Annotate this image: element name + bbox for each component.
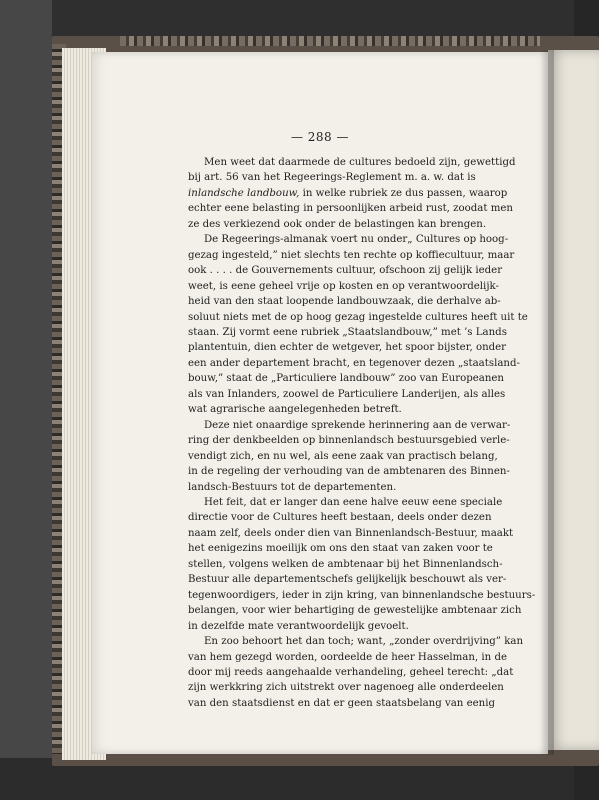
text-line: En zoo behoort het dan toch; want, „zonder overdrijving” kan [204,636,524,648]
text-line: in dezelfde mate verantwoordelijk gevoelt. [188,620,409,632]
text-line: zijn werkkring zich uitstrekt over nagenoeg alle onderdeelen [188,682,504,694]
text-line: landsch-Bestuurs tot de departementen. [188,481,397,493]
text-line: Het feit, dat er langer dan eene halve eeuw eene speciale [204,496,503,508]
page-text [188,155,536,711]
text-line: directie voor de Cultures heeft bestaan, deels onder dezen [188,512,492,524]
text-line: soluut niets met de op hoog gezag ingestelde cultures heeft uit te [188,311,528,323]
page-number: — 288 — [290,130,350,144]
text-line: stellen, volgens welken de ambtenaar bij het Binnenlandsch- [188,558,503,570]
text-line: van hem gezegd worden, oordeelde de heer Hasselman, in de [188,651,508,663]
text-line: gezag ingesteld,” niet slechts ten rechte op koffiecultuur, maar [188,249,515,261]
spine-shadow [540,50,554,755]
text-line: De Regeerings-almanak voert nu onder„ Cultures op hoog- [204,234,509,246]
cover-top-edge [120,36,540,46]
text-line: Men weet dat daarmede de cultures bedoeld zijn, gewettigd [204,157,516,168]
text-fragment: in welke rubriek ze dus passen, waarop [299,187,508,199]
text-line: Deze niet onaardige sprekende herinnering aan de verwar- [204,419,511,431]
text-line: vendigt zich, en nu wel, als eene zaak van practisch belang, [188,450,498,462]
text-line: tegenwoordigers, ieder in zijn kring, van binnenlandsche bestuurs- [188,589,536,601]
text-line: bij art. 56 van het Regeerings-Reglement m. a. w. dat is [188,172,476,184]
text-line: belangen, voor wier behartiging de gewestelijke ambtenaar zich [188,605,522,617]
text-line: plantentuin, dien echter de wetgever, het spoor bijster, onder [188,342,507,354]
text-line: in de regeling der verhouding van de ambtenaren des Binnen- [188,466,510,478]
text-line: Bestuur alle departementschefs gelijkelijk beschouwt als ver- [188,574,507,586]
text-line: van den staatsdienst en dat er geen staatsbelang van eenig [188,697,495,709]
text-line: het eenigezins moeilijk om ons den staat van zaken voor te [188,543,493,555]
next-page [548,50,599,750]
text-line: ring der denkbeelden op binnenlandsch bestuursgebied verle- [188,435,510,447]
text-line: bouw,” staat de „Particuliere landbouw” zoo van Europeanen [188,373,504,385]
text-line: staan. Zij vormt eene rubriek „Staatslandbouw,” met ’s Lands [188,326,507,338]
text-line: ook . . . . de Gouvernements cultuur, ofschoon zij gelijk ieder [188,265,503,277]
text-line: als van Inlanders, zoowel de Particuliere Landerijen, als alles [188,388,506,400]
text-line: naam zelf, deels onder dien van Binnenlandsch-Bestuur, maakt [188,527,514,539]
italic-term: inlandsche landbouw, [188,187,300,199]
text-line: een ander departement bracht, en tegenover dezen „staatsland- [188,357,520,369]
text-line: door mij reeds aangehaalde verhandeling, geheel terecht: „dat [188,666,514,678]
book-page [92,52,548,754]
background-left [0,0,52,800]
text-line: echter eene belasting in persoonlijken arbeid rust, zoodat men [188,203,513,215]
text-line: heid van den staat loopende landbouwzaak, die derhalve ab- [188,296,501,308]
text-line [188,186,508,201]
text-line: wat agrarische aangelegenheden betreft. [188,404,402,416]
text-line: weet, is eene geheel vrije op kosten en op verantwoordelijk- [188,280,499,292]
text-line: ze des verkiezend ook onder de belastingen kan brengen. [188,218,487,230]
